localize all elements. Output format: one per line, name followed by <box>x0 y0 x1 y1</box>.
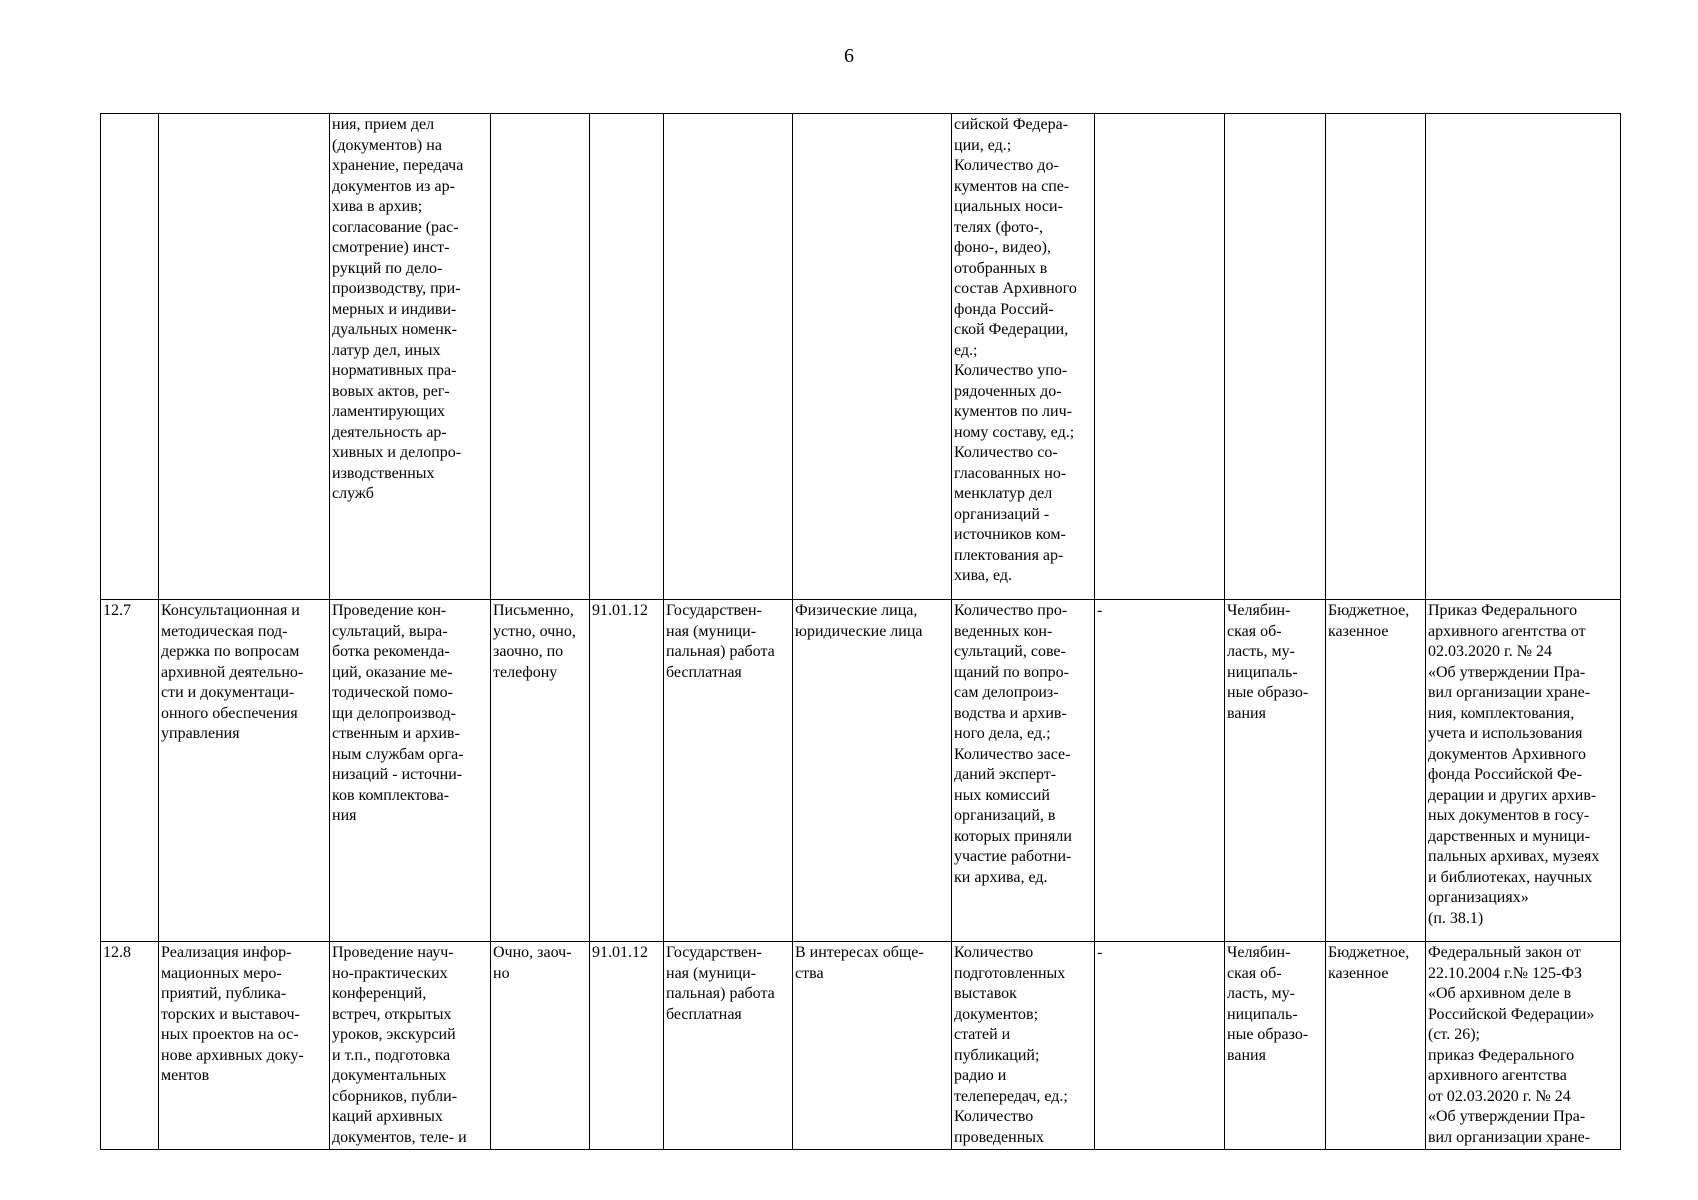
page-number: 6 <box>844 45 854 67</box>
cell-line: документов, теле- и <box>332 1128 467 1146</box>
cell-line: каций архивных <box>332 1108 443 1125</box>
cell-line: ния, комплектования, <box>1428 704 1575 722</box>
cell-line: и т.п., подготовка <box>332 1046 451 1064</box>
cell-line: методическая под- <box>161 622 288 640</box>
cell-line: состав Архивного <box>954 280 1077 297</box>
cell-line: казенное <box>1328 622 1389 640</box>
cell-line: Количество засе- <box>954 745 1071 763</box>
cell-line: от 02.03.2020 г. № 24 <box>1428 1087 1571 1105</box>
cell-line: участие работни- <box>954 848 1072 865</box>
cell-line: сультаций, сове- <box>954 643 1066 660</box>
cell-line: ных проектов на ос- <box>161 1026 299 1043</box>
cell-line: ская об- <box>1227 622 1282 640</box>
cell-line: (ст. 26); <box>1428 1026 1480 1043</box>
cell-line: Государствен- <box>666 944 762 961</box>
cell-line: менклатур дел <box>954 485 1053 502</box>
cell-institution-type <box>1326 600 1426 942</box>
cell-legal-basis <box>1426 600 1621 942</box>
cell-line: ментов <box>161 1067 210 1084</box>
cell-line: смотрение) инст- <box>332 239 450 256</box>
cell-work-type <box>664 942 793 1150</box>
cell-line: Консультационная и <box>161 602 300 619</box>
registry-table <box>100 113 1621 1150</box>
cell-institution-type <box>1326 114 1426 600</box>
cell-territory <box>1225 114 1326 600</box>
cell-line: 02.03.2020 г. № 24 <box>1428 643 1553 660</box>
cell-line: Количество про- <box>954 602 1068 619</box>
cell-line: документов Архивного <box>1428 745 1586 763</box>
cell-line: (документов) на <box>332 136 442 154</box>
cell-line: онного обеспечения <box>161 704 298 722</box>
cell-line: ные образо- <box>1227 1026 1309 1043</box>
cell-content <box>330 942 491 1150</box>
cell-line: документов; <box>954 1005 1039 1023</box>
table-row <box>101 114 1621 600</box>
cell-line: ков комплектова- <box>332 786 450 804</box>
cell-line: кументов на спе- <box>954 177 1070 195</box>
cell-line: Бюджетное, <box>1328 944 1410 961</box>
cell-line: ки архива, ед. <box>954 868 1048 886</box>
cell-extra: - <box>1095 600 1225 942</box>
cell-line: дарственных и муници- <box>1428 827 1591 845</box>
cell-indicators <box>952 600 1095 942</box>
cell-line: Челябин- <box>1227 602 1291 619</box>
cell-line: сборников, публи- <box>332 1087 458 1105</box>
cell-line: и библиотеках, научных <box>1428 868 1593 886</box>
cell-line: заочно, по <box>493 643 564 660</box>
cell-line: согласование (рас- <box>332 218 459 236</box>
cell-line: управления <box>161 725 240 742</box>
cell-legal-basis <box>1426 114 1621 600</box>
cell-work-type <box>664 600 793 942</box>
cell-line: ния <box>332 807 357 824</box>
cell-line: Количество упо- <box>954 362 1068 379</box>
cell-line: ных комиссий <box>954 786 1050 804</box>
cell-line: ниципаль- <box>1227 1005 1298 1023</box>
cell-line: ства <box>795 964 824 982</box>
cell-line: телепередач, ед.; <box>954 1087 1068 1105</box>
cell-line: организаций, в <box>954 807 1056 824</box>
cell-line: архивного агентства <box>1428 1067 1567 1084</box>
cell-line: приказ Федерального <box>1428 1046 1575 1064</box>
cell-line: пальная) работа <box>666 643 775 660</box>
cell-line: низаций - источни- <box>332 766 463 783</box>
cell-line: 22.10.2004 г.№ 125-ФЗ <box>1428 964 1583 982</box>
cell-line: фонда Российской Фе- <box>1428 766 1583 783</box>
cell-line: статей и <box>954 1026 1011 1043</box>
cell-line: циальных носи- <box>954 198 1063 215</box>
cell-line: источников ком- <box>954 526 1066 543</box>
cell-line: радио и <box>954 1067 1007 1084</box>
cell-delivery-form <box>491 942 590 1150</box>
cell-line: производству, при- <box>332 280 461 297</box>
cell-line: уроков, экскурсий <box>332 1026 456 1043</box>
cell-content <box>330 600 491 942</box>
cell-line: архивной деятельно- <box>161 663 304 681</box>
cell-line: Количество <box>954 944 1034 961</box>
cell-delivery-form <box>491 114 590 600</box>
cell-line: проведенных <box>954 1128 1045 1146</box>
cell-line: Письменно, <box>493 602 574 619</box>
cell-code: 91.01.12 <box>590 600 664 942</box>
cell-line: Количество до- <box>954 157 1059 174</box>
cell-line: Российской Федерации» <box>1428 1005 1595 1023</box>
cell-service-name <box>159 942 330 1150</box>
cell-line: бесплатная <box>666 1005 742 1023</box>
cell-line: нове архивных доку- <box>161 1046 304 1064</box>
cell-line: сти и документаци- <box>161 684 295 701</box>
table-row <box>101 600 1621 942</box>
cell-line: ственным и архив- <box>332 725 460 742</box>
cell-line: бесплатная <box>666 663 742 681</box>
cell-line: деятельность ар- <box>332 423 447 441</box>
cell-line: ные образо- <box>1227 684 1309 701</box>
cell-territory <box>1225 942 1326 1150</box>
cell-line: ская об- <box>1227 964 1282 982</box>
cell-line: плектования ар- <box>954 546 1064 564</box>
cell-indicators <box>952 942 1095 1150</box>
cell-line: вания <box>1227 704 1266 722</box>
cell-work-type <box>664 114 793 600</box>
cell-line: пальная) работа <box>666 985 775 1002</box>
cell-line: ции, ед.; <box>954 136 1012 154</box>
cell-consumers <box>793 942 952 1150</box>
cell-line: сийской Федера- <box>954 116 1069 133</box>
cell-legal-basis <box>1426 942 1621 1150</box>
cell-line: кументов по лич- <box>954 403 1072 420</box>
cell-line: вил организации хране- <box>1428 684 1591 701</box>
cell-line: ная (муници- <box>666 622 757 640</box>
cell-code <box>590 114 664 600</box>
cell-line: латур дел, иных <box>332 341 441 359</box>
cell-line: вил организации хране- <box>1428 1128 1591 1146</box>
cell-line: ботка рекоменда- <box>332 643 450 660</box>
cell-line: сультаций, выра- <box>332 622 448 640</box>
cell-line: торских и выставоч- <box>161 1005 300 1023</box>
cell-indicators <box>952 114 1095 600</box>
cell-territory <box>1225 600 1326 942</box>
cell-line: архивного агентства от <box>1428 622 1586 640</box>
cell-line: хива, ед. <box>954 567 1013 584</box>
cell-line: Физические лица, <box>795 602 918 619</box>
cell-line: Проведение науч- <box>332 944 454 961</box>
cell-line: ской Федерации, <box>954 321 1069 338</box>
cell-extra: - <box>1095 942 1225 1150</box>
cell-line: гласованных но- <box>954 464 1067 482</box>
cell-line: сам делопроиз- <box>954 684 1059 701</box>
cell-line: учета и использования <box>1428 725 1583 742</box>
cell-line: тодической помо- <box>332 684 453 701</box>
cell-line: Челябин- <box>1227 944 1291 961</box>
cell-line: устно, очно, <box>493 622 576 640</box>
cell-line: подготовленных <box>954 964 1066 982</box>
cell-line: «Об архивном деле в <box>1428 985 1572 1002</box>
cell-line: В интересах обще- <box>795 944 924 961</box>
cell-line: ных документов в госу- <box>1428 807 1590 824</box>
cell-line: держка по вопросам <box>161 643 300 660</box>
cell-line: телефону <box>493 663 558 681</box>
cell-line: хивных и делопро- <box>332 444 462 461</box>
cell-line: Количество со- <box>954 444 1058 461</box>
cell-line: (п. 38.1) <box>1428 909 1484 927</box>
cell-line: документальных <box>332 1067 447 1084</box>
cell-number: 12.7 <box>101 600 159 942</box>
cell-line: хранение, передача <box>332 157 464 174</box>
cell-line: щи делопроизвод- <box>332 704 457 722</box>
cell-line: ламентирующих <box>332 403 446 420</box>
cell-line: Количество <box>954 1108 1034 1125</box>
cell-line: Государствен- <box>666 602 762 619</box>
cell-line: телях (фото-, <box>954 218 1044 236</box>
cell-line: «Об утверждении Пра- <box>1428 1108 1586 1125</box>
cell-line: служб <box>332 485 374 502</box>
cell-line: но <box>493 964 510 982</box>
cell-line: мационных меро- <box>161 964 282 982</box>
cell-content <box>330 114 491 600</box>
cell-delivery-form <box>491 600 590 942</box>
cell-line: Реализация инфор- <box>161 944 292 961</box>
cell-number: 12.8 <box>101 942 159 1150</box>
cell-line: ным службам орга- <box>332 745 464 763</box>
cell-line: рукций по дело- <box>332 259 443 277</box>
cell-number <box>101 114 159 600</box>
cell-line: встреч, открытых <box>332 1005 452 1023</box>
cell-line: дерации и других архив- <box>1428 786 1597 804</box>
cell-line: водства и архив- <box>954 704 1067 722</box>
cell-line: Очно, заоч- <box>493 944 572 961</box>
cell-line: выставок <box>954 985 1017 1002</box>
cell-line: ния, прием дел <box>332 116 435 133</box>
cell-line: отобранных в <box>954 259 1048 277</box>
cell-line: веденных кон- <box>954 622 1053 640</box>
cell-service-name <box>159 600 330 942</box>
cell-line: ций, оказание ме- <box>332 663 453 681</box>
cell-line: ед.; <box>954 341 978 359</box>
cell-line: ласть, му- <box>1227 985 1295 1002</box>
cell-line: ному составу, ед.; <box>954 423 1075 441</box>
cell-consumers <box>793 114 952 600</box>
cell-line: Приказ Федерального <box>1428 602 1578 619</box>
cell-institution-type <box>1326 942 1426 1150</box>
cell-line: фонда Россий- <box>954 300 1054 318</box>
cell-line: дуальных номенк- <box>332 321 457 338</box>
cell-line: фоно-, видео), <box>954 239 1051 256</box>
cell-line: ного дела, ед.; <box>954 725 1051 742</box>
cell-line: рядоченных до- <box>954 382 1062 400</box>
cell-line: Федеральный закон от <box>1428 944 1581 961</box>
table-row <box>101 942 1621 1150</box>
cell-line: щаний по вопро- <box>954 663 1070 681</box>
cell-line: мерных и индиви- <box>332 300 457 318</box>
cell-line: приятий, публика- <box>161 985 287 1002</box>
cell-consumers <box>793 600 952 942</box>
cell-line: ная (муници- <box>666 964 757 982</box>
cell-line: даний эксперт- <box>954 766 1057 783</box>
cell-line: вания <box>1227 1046 1266 1064</box>
cell-line: но-практических <box>332 964 448 982</box>
cell-line: пальных архивах, музеях <box>1428 848 1600 865</box>
cell-line: нормативных пра- <box>332 362 457 379</box>
cell-line: документов из ар- <box>332 177 455 195</box>
cell-line: ниципаль- <box>1227 663 1298 681</box>
cell-line: ласть, му- <box>1227 643 1295 660</box>
cell-line: хива в архив; <box>332 198 423 215</box>
cell-line: организаций - <box>954 505 1050 523</box>
cell-line: Проведение кон- <box>332 602 447 619</box>
cell-line: организациях» <box>1428 889 1529 906</box>
cell-line: «Об утверждении Пра- <box>1428 663 1586 681</box>
cell-service-name <box>159 114 330 600</box>
cell-extra <box>1095 114 1225 600</box>
cell-line: юридические лица <box>795 622 923 640</box>
cell-line: вовых актов, рег- <box>332 382 450 400</box>
cell-line: публикаций; <box>954 1046 1040 1064</box>
cell-line: казенное <box>1328 964 1389 982</box>
cell-line: Бюджетное, <box>1328 602 1410 619</box>
cell-code: 91.01.12 <box>590 942 664 1150</box>
cell-line: изводственных <box>332 464 435 482</box>
cell-line: которых приняли <box>954 827 1072 845</box>
cell-line: конференций, <box>332 985 427 1002</box>
